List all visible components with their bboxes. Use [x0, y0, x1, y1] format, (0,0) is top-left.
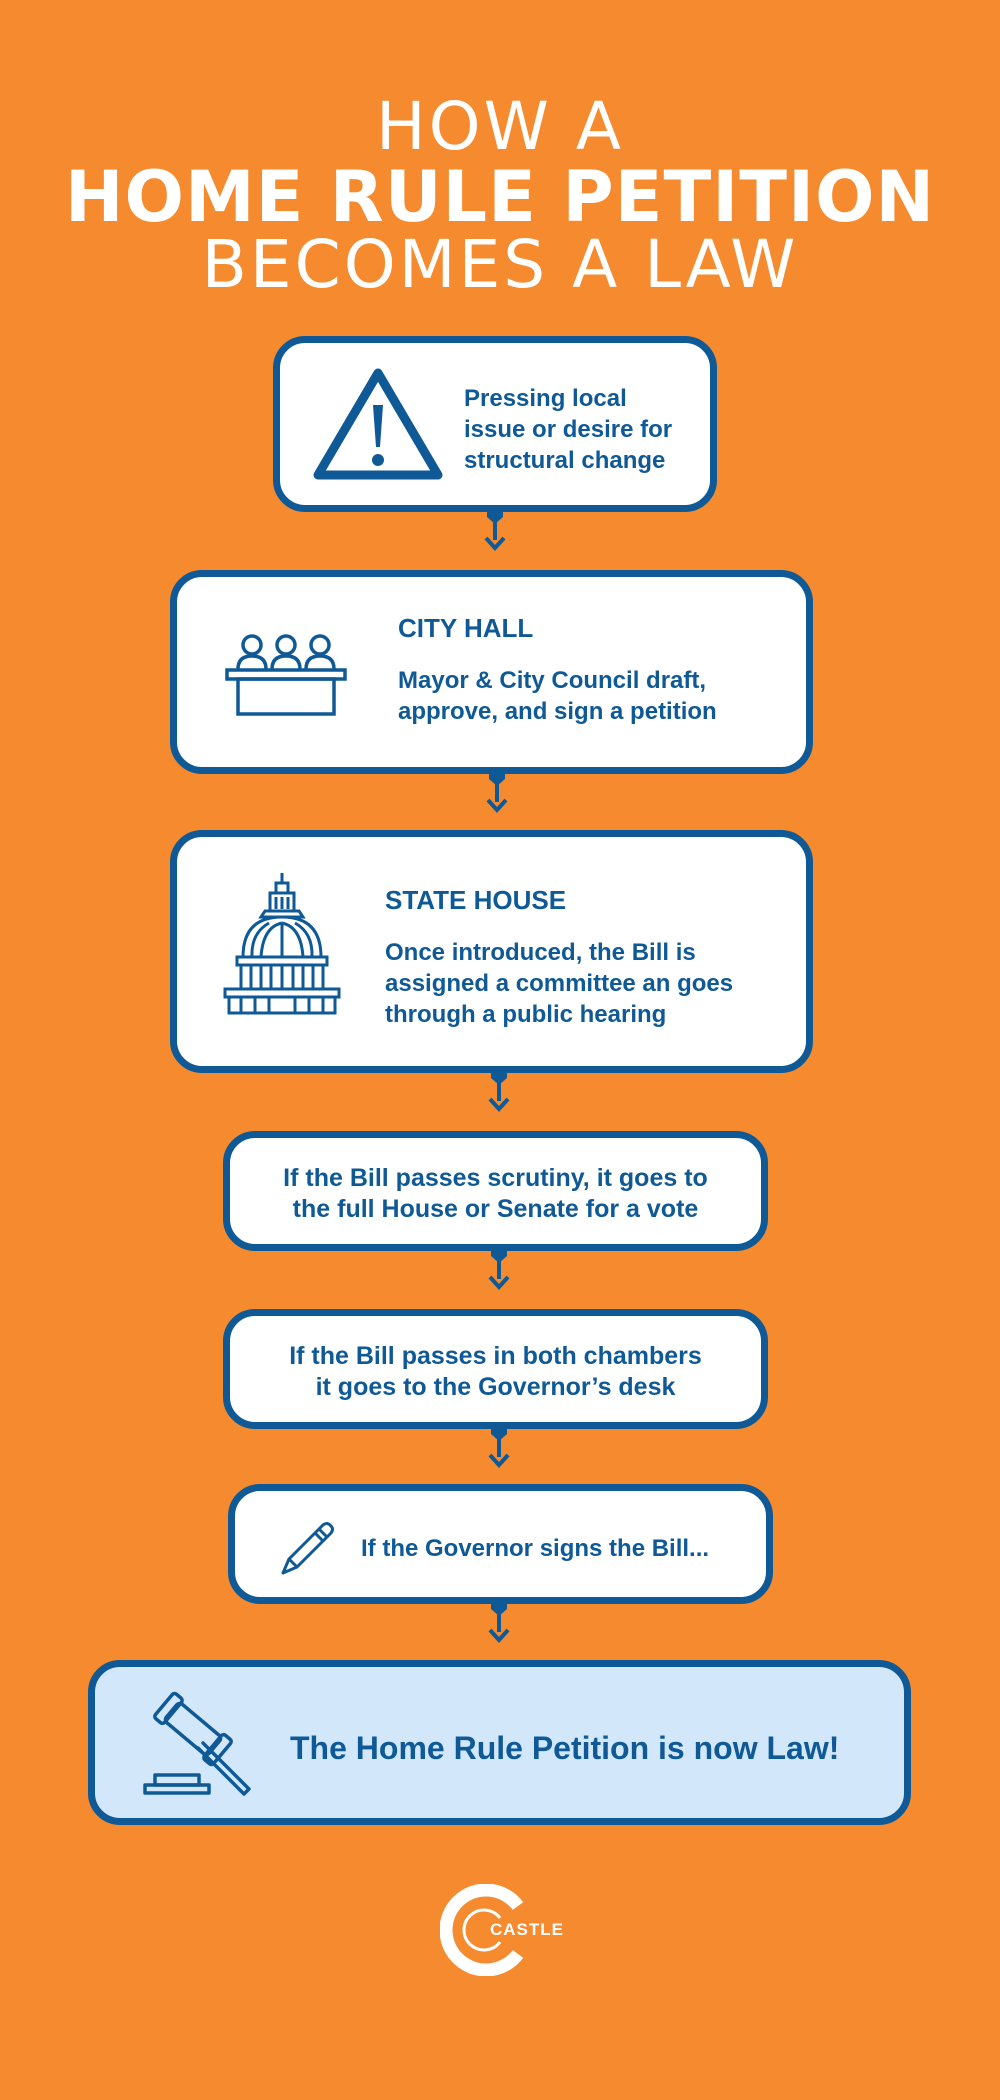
- city-hall-heading: CITY HALL: [398, 613, 534, 643]
- castle-logo-text: CASTLE: [490, 1920, 564, 1939]
- council-icon: [225, 633, 347, 719]
- pen-icon: [277, 1519, 337, 1579]
- arrow-down-icon: [487, 1429, 511, 1469]
- arrow-down-icon: [483, 512, 507, 552]
- step-box-city-hall: [170, 570, 813, 774]
- arrow-down-icon: [487, 1604, 511, 1644]
- warning-icon: [310, 365, 446, 483]
- gavel-icon: [141, 1691, 259, 1801]
- arrow-down-icon: [487, 1251, 511, 1291]
- castle-logo: [440, 1884, 570, 1976]
- step-box-now-law: [88, 1660, 911, 1825]
- arrow-down-icon: [485, 774, 509, 814]
- capitol-dome-icon: [221, 871, 343, 1019]
- step-box-governor-signs: [228, 1484, 773, 1604]
- title-line-1: HOW A: [376, 88, 624, 165]
- state-house-heading: STATE HOUSE: [385, 885, 567, 915]
- final-step-text: The Home Rule Petition is now Law!: [290, 1730, 840, 1766]
- step-box-both-chambers: [223, 1309, 768, 1429]
- step-box-scrutiny: [223, 1131, 768, 1251]
- step-box-state-house: [170, 830, 813, 1073]
- step-1-text: Pressing local issue or desire for structural change: [464, 385, 673, 474]
- arrow-down-icon: [487, 1073, 511, 1113]
- step-4-text: If the Bill passes scrutiny, it goes to the full House or Senate for a vote: [283, 1164, 708, 1223]
- step-3-text: Once introduced, the Bill is assigned a committee an goes through a public hearing: [385, 939, 734, 1028]
- step-2-text: Mayor & City Council draft, approve, and sign a petition: [398, 667, 717, 725]
- step-box-local-issue: [273, 336, 717, 512]
- step-6-text: If the Governor signs the Bill...: [361, 1535, 710, 1562]
- step-5-text: If the Bill passes in both chambers it goes to the Governor’s desk: [289, 1342, 702, 1401]
- title-line-3: BECOMES A LAW: [201, 226, 799, 303]
- title-line-2: HOME RULE PETITION: [64, 156, 936, 238]
